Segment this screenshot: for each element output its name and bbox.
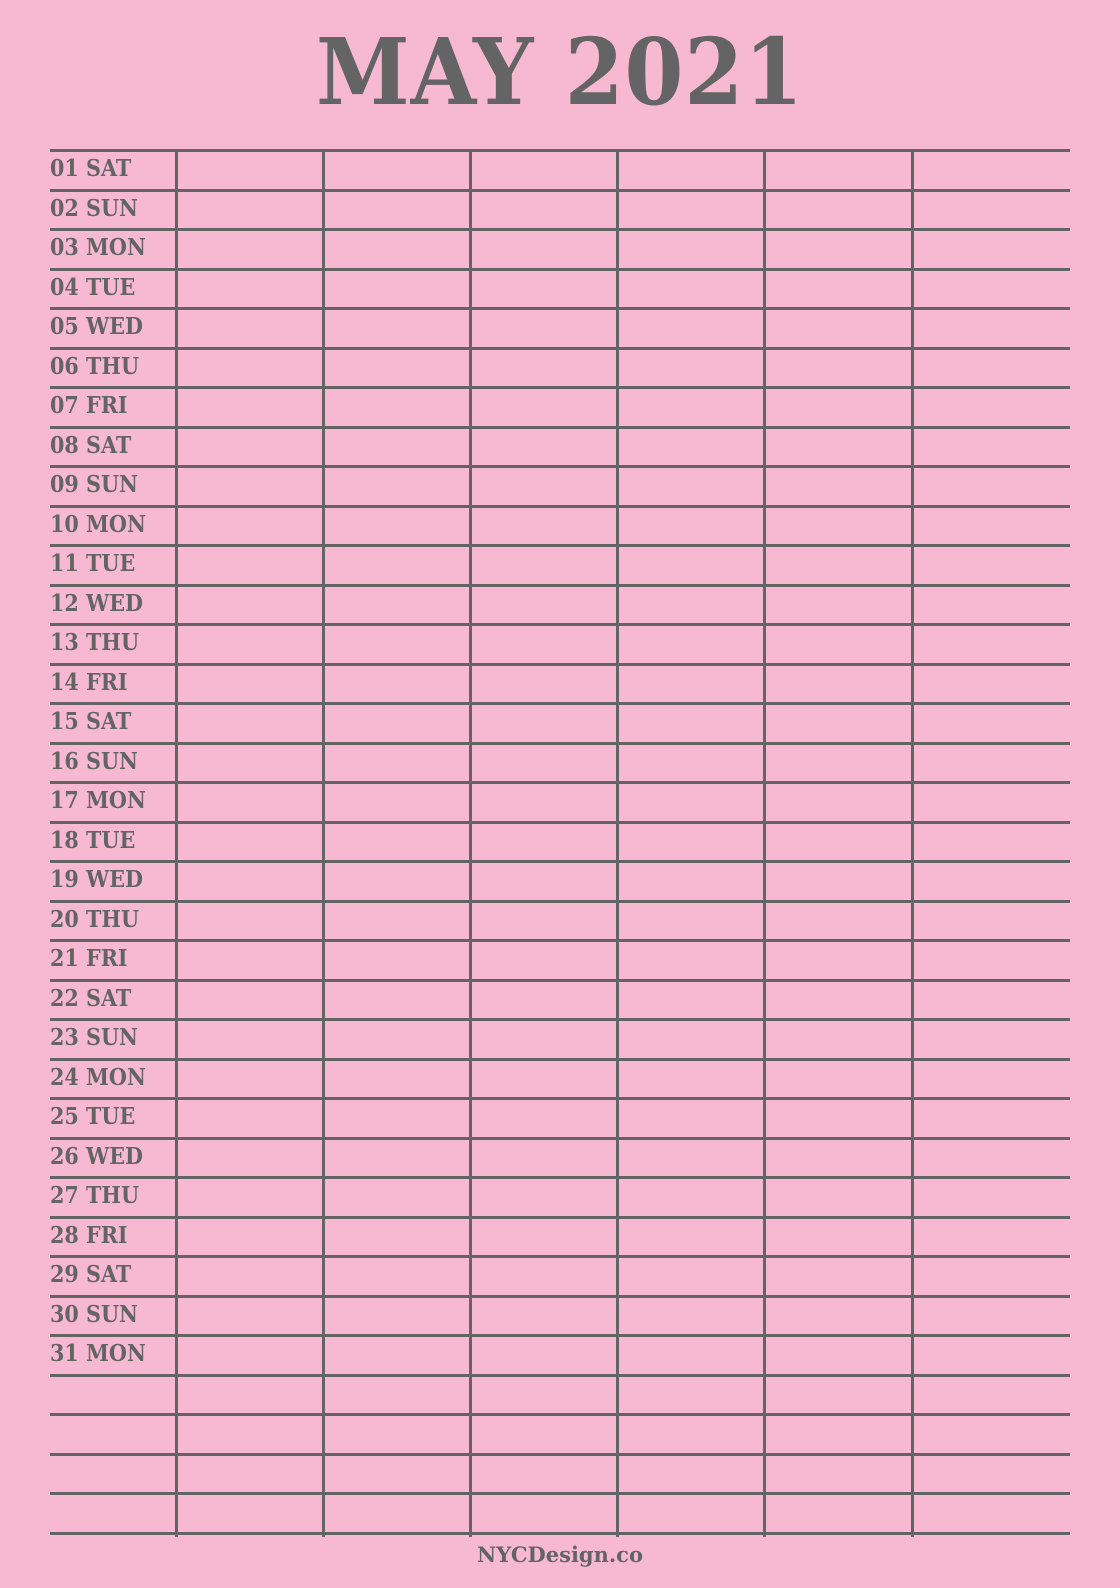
row-divider xyxy=(50,939,1070,942)
row-divider xyxy=(50,1137,1070,1140)
day-label: 15 SAT xyxy=(50,708,132,735)
row-divider xyxy=(50,663,1070,666)
day-label: 30 SUN xyxy=(50,1301,138,1328)
day-label: 09 SUN xyxy=(50,471,138,498)
row-divider xyxy=(50,900,1070,903)
day-label: 02 SUN xyxy=(50,195,138,222)
row-divider xyxy=(50,1453,1070,1456)
day-label: 04 TUE xyxy=(50,274,136,301)
row-divider xyxy=(50,268,1070,271)
day-label: 11 TUE xyxy=(50,550,136,577)
day-label: 27 THU xyxy=(50,1182,140,1209)
day-label: 29 SAT xyxy=(50,1261,132,1288)
row-divider xyxy=(50,623,1070,626)
row-divider xyxy=(50,860,1070,863)
day-label: 24 MON xyxy=(50,1064,146,1091)
row-divider xyxy=(50,386,1070,389)
row-divider xyxy=(50,1255,1070,1258)
day-label: 21 FRI xyxy=(50,945,128,972)
row-divider xyxy=(50,1492,1070,1495)
row-divider xyxy=(50,979,1070,982)
day-label: 25 TUE xyxy=(50,1103,136,1130)
row-divider xyxy=(50,1097,1070,1100)
row-divider xyxy=(50,149,1070,152)
day-label: 31 MON xyxy=(50,1340,146,1367)
day-label: 19 WED xyxy=(50,866,143,893)
day-label: 17 MON xyxy=(50,787,146,814)
column-divider xyxy=(763,151,766,1537)
day-label: 26 WED xyxy=(50,1143,143,1170)
row-divider xyxy=(50,189,1070,192)
day-label: 12 WED xyxy=(50,590,143,617)
day-label: 03 MON xyxy=(50,234,146,261)
footer-brand: NYCDesign.co xyxy=(477,1542,643,1567)
day-label: 14 FRI xyxy=(50,669,128,696)
day-label: 22 SAT xyxy=(50,985,132,1012)
day-label: 05 WED xyxy=(50,313,143,340)
day-label: 06 THU xyxy=(50,353,140,380)
row-divider xyxy=(50,1532,1070,1535)
day-label: 28 FRI xyxy=(50,1222,128,1249)
row-divider xyxy=(50,1176,1070,1179)
row-divider xyxy=(50,584,1070,587)
column-divider xyxy=(911,151,914,1537)
row-divider xyxy=(50,307,1070,310)
day-label: 23 SUN xyxy=(50,1024,138,1051)
column-divider xyxy=(616,151,619,1537)
row-divider xyxy=(50,1216,1070,1219)
row-divider xyxy=(50,544,1070,547)
row-divider xyxy=(50,821,1070,824)
row-divider xyxy=(50,1058,1070,1061)
row-divider xyxy=(50,228,1070,231)
row-divider xyxy=(50,1374,1070,1377)
row-divider xyxy=(50,1295,1070,1298)
row-divider xyxy=(50,426,1070,429)
day-label: 08 SAT xyxy=(50,432,132,459)
day-label: 13 THU xyxy=(50,629,140,656)
row-divider xyxy=(50,702,1070,705)
day-label: 01 SAT xyxy=(50,155,132,182)
day-label: 18 TUE xyxy=(50,827,136,854)
row-divider xyxy=(50,465,1070,468)
column-divider xyxy=(175,151,178,1537)
day-label: 16 SUN xyxy=(50,748,138,775)
row-divider xyxy=(50,505,1070,508)
row-divider xyxy=(50,781,1070,784)
day-label: 07 FRI xyxy=(50,392,128,419)
row-divider xyxy=(50,347,1070,350)
row-divider xyxy=(50,1334,1070,1337)
row-divider xyxy=(50,742,1070,745)
day-label: 10 MON xyxy=(50,511,146,538)
column-divider xyxy=(322,151,325,1537)
page-title: MAY 2021 xyxy=(316,18,804,126)
day-label: 20 THU xyxy=(50,906,140,933)
row-divider xyxy=(50,1413,1070,1416)
row-divider xyxy=(50,1018,1070,1021)
column-divider xyxy=(469,151,472,1537)
